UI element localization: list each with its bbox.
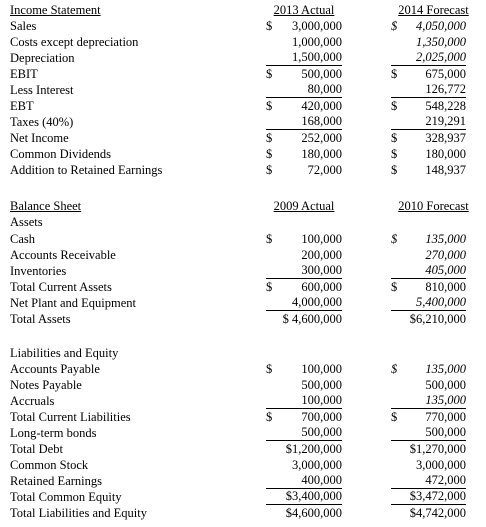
actual-value: 300,000 — [266, 263, 342, 279]
actual-value: 80,000 — [266, 82, 342, 98]
income-row — [0, 50, 486, 66]
forecast-value: $6,210,000 — [409, 312, 466, 326]
forecast-value: 1,350,000 — [416, 35, 466, 49]
row-label: Total Liabilities and Equity — [10, 506, 147, 520]
liability-row — [0, 425, 486, 441]
actual-value: $1,200,000 — [285, 442, 342, 456]
income-row — [0, 82, 486, 98]
asset-row — [0, 231, 486, 247]
asset-row — [0, 263, 486, 279]
liability-row — [0, 409, 486, 425]
forecast-value: $ 770,000 — [391, 410, 466, 424]
income-row — [0, 98, 486, 114]
forecast-value: 135,000 — [391, 393, 466, 409]
row-label: Common Dividends — [10, 147, 112, 161]
actual-value: 1,500,000 — [266, 50, 342, 66]
liabilities-section-label — [0, 345, 486, 361]
row-label: Long-term bonds — [10, 426, 97, 440]
income-row — [0, 66, 486, 82]
row-label: Accruals — [10, 394, 55, 408]
income-col1-header: 2013 Actual — [273, 3, 335, 17]
forecast-value: 270,000 — [425, 248, 466, 262]
income-col2-header: 2014 Forecast — [398, 3, 469, 17]
liability-row — [0, 489, 486, 505]
row-label: Total Assets — [10, 312, 71, 326]
income-statement-title: Income Statement — [10, 3, 101, 17]
row-label: Total Current Liabilities — [10, 410, 131, 424]
actual-value: 500,000 — [301, 378, 342, 392]
row-label: Common Stock — [10, 458, 89, 472]
row-label: Sales — [10, 19, 37, 33]
liability-row — [0, 473, 486, 489]
actual-value: $3,400,000 — [266, 489, 342, 505]
row-label: Total Common Equity — [10, 490, 122, 504]
income-row — [0, 162, 486, 178]
forecast-value: 405,000 — [391, 263, 466, 279]
actual-value: 100,000 — [266, 393, 342, 409]
section-label: Assets — [10, 215, 43, 229]
actual-value: $ 3,000,000 — [266, 19, 342, 33]
forecast-value: $4,742,000 — [409, 506, 466, 520]
actual-value: $ 500,000 — [266, 67, 342, 81]
forecast-value: 3,000,000 — [416, 458, 466, 472]
income-row — [0, 18, 486, 34]
forecast-value: $ 328,937 — [391, 131, 466, 145]
forecast-value: $ 180,000 — [391, 147, 466, 161]
section-label: Liabilities and Equity — [10, 346, 119, 360]
row-label: Less Interest — [10, 83, 74, 97]
forecast-value: $ 548,228 — [391, 99, 466, 113]
balance-col2-header: 2010 Forecast — [398, 199, 469, 213]
actual-value: 1,000,000 — [292, 35, 342, 49]
liability-row — [0, 361, 486, 377]
forecast-value: $ 675,000 — [391, 67, 466, 81]
forecast-value: 219,291 — [391, 114, 466, 130]
row-label: Cash — [10, 232, 35, 246]
row-label: Net Income — [10, 131, 69, 145]
actual-value: $ 72,000 — [266, 163, 342, 177]
row-label: Costs except depreciation — [10, 35, 139, 49]
actual-value: 168,000 — [266, 114, 342, 130]
actual-value: 200,000 — [301, 248, 342, 262]
forecast-value: $1,270,000 — [409, 442, 466, 456]
forecast-value: $3,472,000 — [391, 489, 466, 505]
forecast-value: 5,400,000 — [391, 295, 466, 311]
forecast-value: 500,000 — [391, 425, 466, 441]
row-label: Total Debt — [10, 442, 63, 456]
income-row — [0, 146, 486, 162]
assets-section-label — [0, 214, 486, 230]
row-label: Accounts Receivable — [10, 248, 116, 262]
liability-row — [0, 505, 486, 521]
liability-row — [0, 377, 486, 393]
row-label: Taxes (40%) — [10, 115, 74, 129]
row-label: Inventories — [10, 264, 67, 278]
actual-value: 500,000 — [266, 425, 342, 441]
row-label: EBIT — [10, 67, 38, 81]
row-label: Depreciation — [10, 51, 75, 65]
asset-row — [0, 247, 486, 263]
income-row — [0, 130, 486, 146]
actual-value: $ 4,600,000 — [282, 312, 342, 326]
actual-value: 4,000,000 — [266, 295, 342, 311]
row-label: Addition to Retained Earnings — [10, 163, 163, 177]
forecast-value: $ 135,000 — [391, 232, 466, 246]
balance-header-row — [0, 198, 486, 214]
row-label: EBT — [10, 99, 34, 113]
actual-value: $4,600,000 — [285, 506, 342, 520]
income-row — [0, 34, 486, 50]
forecast-value: $ 810,000 — [391, 280, 466, 294]
balance-col1-header: 2009 Actual — [273, 199, 335, 213]
forecast-value: $ 135,000 — [391, 362, 466, 376]
liability-row — [0, 441, 486, 457]
row-label: Retained Earnings — [10, 474, 102, 488]
liability-row — [0, 457, 486, 473]
forecast-value: 472,000 — [391, 473, 466, 489]
liability-row — [0, 393, 486, 409]
actual-value: $ 252,000 — [266, 131, 342, 145]
actual-value: 3,000,000 — [292, 458, 342, 472]
forecast-value: $ 4,050,000 — [391, 19, 466, 33]
forecast-value: 2,025,000 — [391, 50, 466, 66]
actual-value: $ 700,000 — [266, 410, 342, 424]
row-label: Net Plant and Equipment — [10, 296, 137, 310]
income-header-row — [0, 2, 486, 18]
actual-value: $ 420,000 — [266, 99, 342, 113]
asset-row — [0, 279, 486, 295]
income-row — [0, 114, 486, 130]
asset-row — [0, 295, 486, 311]
row-label: Notes Payable — [10, 378, 82, 392]
forecast-value: $ 148,937 — [391, 163, 466, 177]
actual-value: $ 100,000 — [266, 362, 342, 376]
actual-value: 400,000 — [266, 473, 342, 489]
forecast-value: 500,000 — [425, 378, 466, 392]
row-label: Total Current Assets — [10, 280, 112, 294]
asset-row — [0, 311, 486, 327]
balance-sheet-title: Balance Sheet — [10, 199, 82, 213]
row-label: Accounts Payable — [10, 362, 100, 376]
forecast-value: 126,772 — [391, 82, 466, 98]
actual-value: $ 180,000 — [266, 147, 342, 161]
actual-value: $ 100,000 — [266, 232, 342, 246]
actual-value: $ 600,000 — [266, 280, 342, 294]
